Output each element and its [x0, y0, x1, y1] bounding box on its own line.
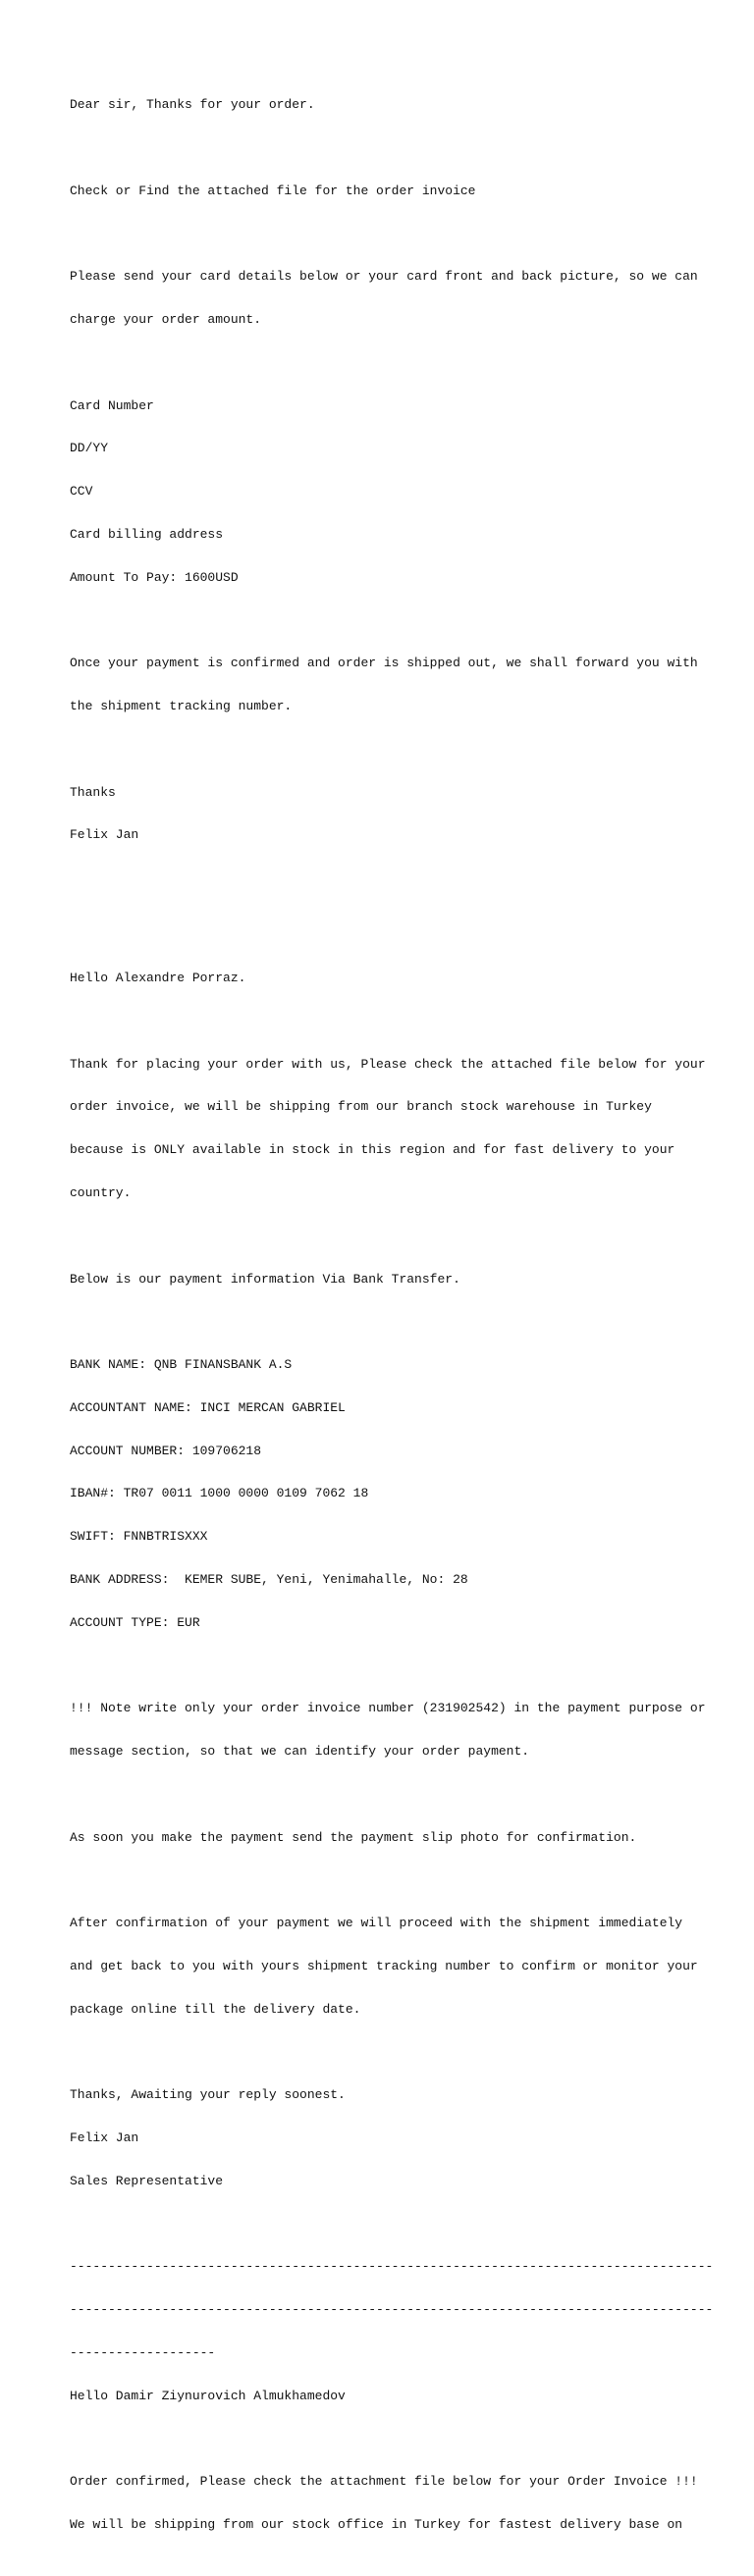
separator-line: ------------------------------------------------------------------------------------	[70, 2259, 714, 2275]
email2-signoff	[70, 2060, 718, 2218]
paragraph-line: the shipment tracking number.	[70, 699, 293, 714]
email2-note	[70, 1673, 718, 1788]
paragraph-line: As soon you make the payment send the payment slip photo for confirmation.	[70, 1829, 637, 1845]
email3-section	[70, 2232, 718, 2432]
paragraph-line: Thank for placing your order with us, Please check the attached file below for your	[70, 1056, 706, 1072]
email2-slip	[70, 1802, 718, 1873]
email-document	[70, 70, 718, 2576]
ccv-label: CCV	[70, 484, 93, 499]
paragraph-line: message section, so that we can identify your order payment.	[70, 1744, 530, 1760]
greeting-line: Hello Damir Ziynurovich Almukhamedov	[70, 2388, 346, 2403]
paragraph-line: country.	[70, 1184, 132, 1200]
paragraph-line: package online till the delivery date.	[70, 2001, 361, 2017]
signer-name: Felix Jan	[70, 827, 139, 843]
paragraph-line: and get back to you with yours shipment tracking number to confirm or monitor your	[70, 1959, 698, 1973]
paragraph-line: !!! Note write only your order invoice number (231902542) in the payment purpose or	[70, 1701, 706, 1716]
bank-details	[70, 1330, 718, 1659]
email1-greeting	[70, 70, 718, 141]
expiry-label: DD/YY	[70, 441, 109, 456]
email2-payment-intro	[70, 1243, 718, 1315]
bank-address: BANK ADDRESS: KEMER SUBE, Yeni, Yenimahalle, No: 28	[70, 1571, 468, 1587]
card-number-label: Card Number	[70, 397, 154, 413]
greeting-line: Dear sir, Thanks for your order.	[70, 97, 315, 113]
paragraph-line: because is ONLY available in stock in this region and for fast delivery to your	[70, 1142, 675, 1158]
signoff-line: Thanks, Awaiting your reply soonest.	[70, 2087, 346, 2103]
email2-after-confirmation	[70, 1888, 718, 2046]
separator-line: ------------------------------------------------------------------------------------	[70, 2302, 714, 2318]
account-number: ACCOUNT NUMBER: 109706218	[70, 1443, 262, 1458]
paragraph-line: After confirmation of your payment we will proceed with the shipment immediately	[70, 1916, 683, 1931]
paragraph-line: We will be shipping from our stock office in Turkey for fastest delivery base on	[70, 2517, 683, 2533]
separator-line: -------------------	[70, 2345, 216, 2361]
account-holder-name: ACCOUNTANT NAME: INCI MERCAN GABRIEL	[70, 1399, 346, 1415]
paragraph-line: Order confirmed, Please check the attachment file below for your Order Invoice !!!	[70, 2474, 698, 2490]
paragraph-line: order invoice, we will be shipping from our branch stock warehouse in Turkey	[70, 1099, 652, 1115]
greeting-line: Hello Alexandre Porraz.	[70, 971, 246, 986]
spacer	[70, 886, 718, 943]
email2-intro	[70, 1028, 718, 1229]
amount-to-pay: Amount To Pay: 1600USD	[70, 569, 239, 585]
paragraph-line: Please send your card details below or your card front and back picture, so we can	[70, 269, 698, 285]
signoff-line: Thanks	[70, 784, 116, 800]
signer-name: Felix Jan	[70, 2130, 139, 2146]
email1-confirmation	[70, 628, 718, 743]
email1-attached-note	[70, 156, 718, 228]
email1-signoff	[70, 758, 718, 872]
paragraph-line: charge your order amount.	[70, 312, 262, 328]
bank-name: BANK NAME: QNB FINANSBANK A.S	[70, 1357, 293, 1373]
swift-code: SWIFT: FNNBTRISXXX	[70, 1529, 208, 1545]
email1-card-fields	[70, 370, 718, 613]
iban: IBAN#: TR07 0011 1000 0000 0109 7062 18	[70, 1486, 369, 1501]
account-type: ACCOUNT TYPE: EUR	[70, 1614, 200, 1630]
email1-card-request	[70, 241, 718, 356]
paragraph-line: Below is our payment information Via Bank Transfer.	[70, 1271, 460, 1287]
email3-body	[70, 2446, 718, 2561]
paragraph-line: Once your payment is confirmed and order is shipped out, we shall forward you with	[70, 656, 698, 671]
billing-address-label: Card billing address	[70, 527, 224, 542]
signer-title: Sales Representative	[70, 2173, 224, 2188]
email2-greeting	[70, 943, 718, 1015]
attached-line: Check or Find the attached file for the order invoice	[70, 183, 476, 198]
